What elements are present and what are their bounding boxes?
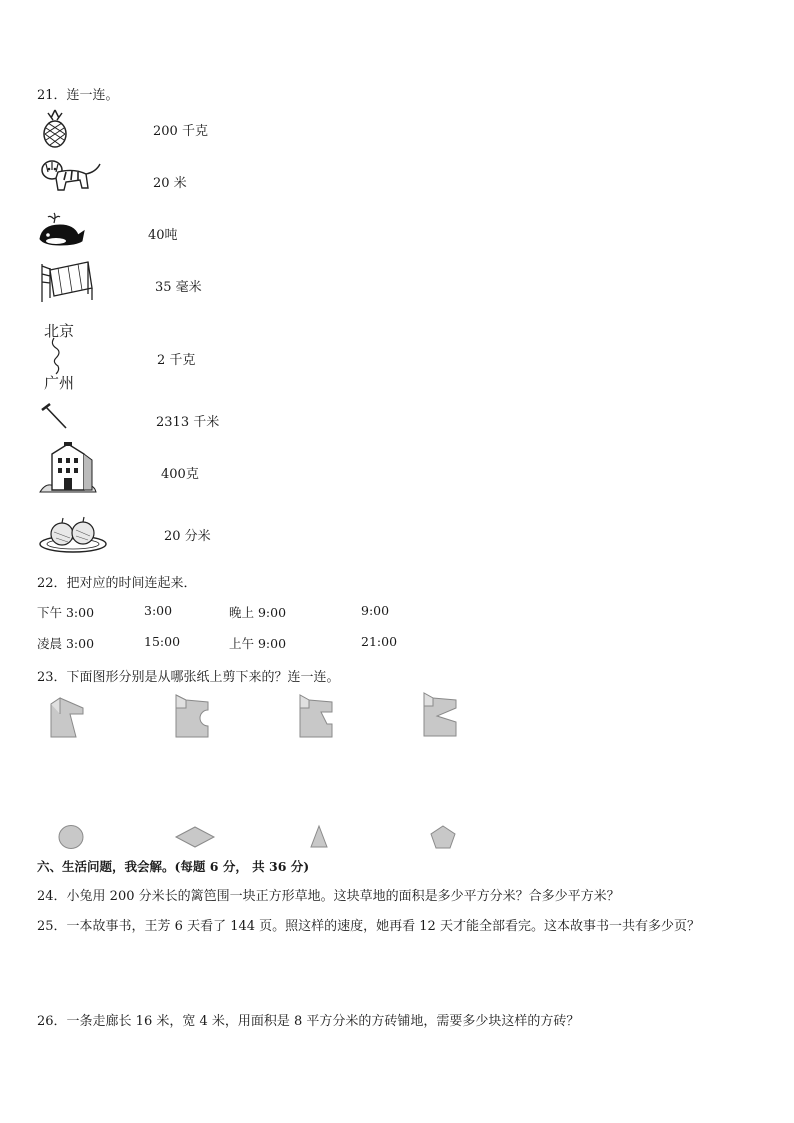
q23-title: 23．下面图形分别是从哪张纸上剪下来的？连一连。	[37, 670, 340, 685]
time-row2-col1: 凌晨 3:00	[37, 636, 95, 651]
time-row1-col3: 晚上 9:00	[229, 605, 287, 620]
map-label-beijing: 北京	[44, 322, 75, 340]
cut-paper-trapezoid	[50, 694, 84, 738]
unit-label-5: 2 千克	[157, 353, 196, 368]
tiger-icon	[38, 158, 102, 194]
apples-plate-icon	[38, 514, 108, 554]
time-row1-col1: 下午 3:00	[37, 605, 95, 620]
nail-icon	[40, 402, 70, 430]
pineapple-icon	[38, 108, 72, 148]
building-icon	[38, 440, 98, 496]
time-row2-col2: 15:00	[144, 634, 181, 649]
unit-label-7: 400克	[161, 467, 199, 482]
q21-title: 21．连一连。	[37, 88, 119, 103]
bed-icon	[38, 260, 94, 304]
circle-shape	[58, 824, 84, 850]
section6-title: 六、生活问题，我会解。(每题 6 分， 共 36 分)	[37, 859, 310, 874]
map-label-guangzhou: 广州	[44, 374, 75, 392]
q24-text: 24．小兔用 200 分米长的篱笆围一块正方形草地。这块草地的面积是多少平方分米？合多少平方米？	[37, 889, 620, 904]
unit-label-4: 35 毫米	[155, 280, 202, 295]
q26-text: 26．一条走廊长 16 米，宽 4 米，用面积是 8 平方分米的方砖铺地，需要多少块这样的方砖？	[37, 1014, 580, 1029]
whale-icon	[38, 211, 86, 249]
beijing-guangzhou-map-icon	[44, 338, 84, 374]
unit-label-8: 20 分米	[164, 529, 211, 544]
unit-label-2: 20 米	[153, 176, 187, 191]
cut-paper-triangle	[299, 694, 333, 738]
rhombus-shape	[175, 826, 215, 848]
time-row2-col4: 21:00	[361, 634, 398, 649]
unit-label-6: 2313 千米	[156, 415, 220, 430]
q22-title: 22．把对应的时间连起来．	[37, 576, 197, 591]
unit-label-3: 40吨	[148, 228, 178, 243]
time-row1-col2: 3:00	[144, 603, 173, 618]
cut-paper-semicircle	[175, 694, 211, 738]
unit-label-1: 200 千克	[153, 124, 208, 139]
triangle-shape	[309, 825, 329, 849]
time-row2-col3: 上午 9:00	[229, 636, 287, 651]
q25-text: 25．一本故事书，王芳 6 天看了 144 页。照这样的速度，她再看 12 天才能全部看完。这本故事书一共有多少页？	[37, 919, 700, 934]
pentagon-shape	[430, 825, 456, 849]
time-row1-col4: 9:00	[361, 603, 390, 618]
cut-paper-zigzag	[423, 692, 457, 738]
